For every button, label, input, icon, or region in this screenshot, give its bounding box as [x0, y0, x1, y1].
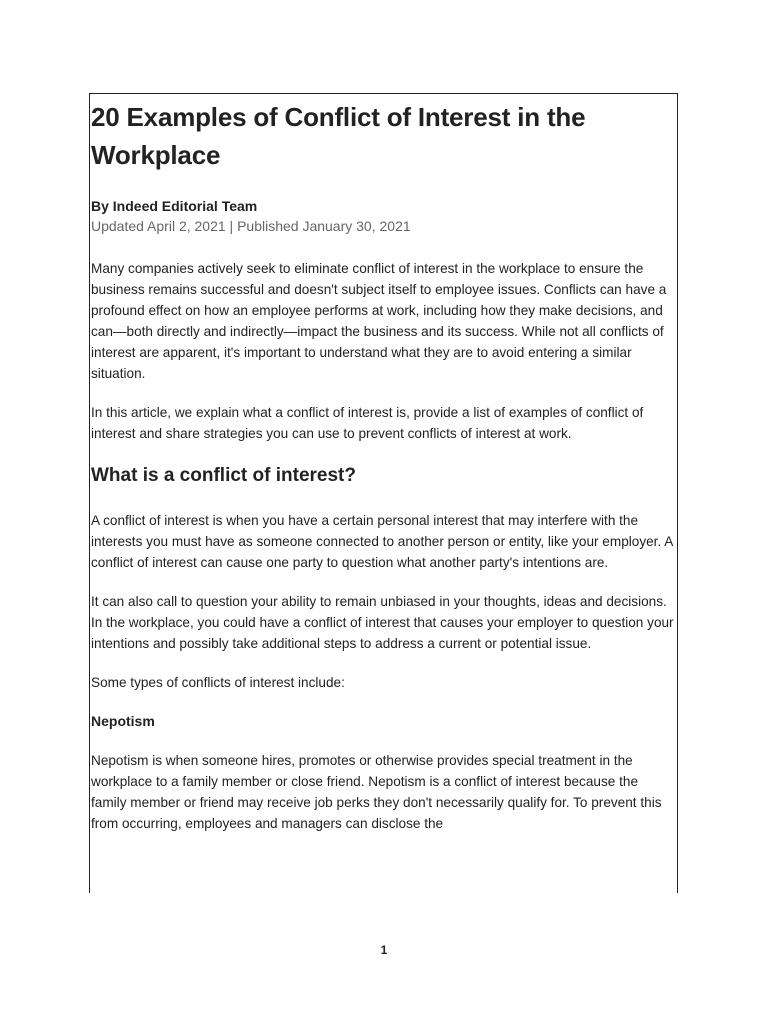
article-content	[90, 94, 677, 834]
intro-paragraph: Many companies actively seek to eliminate conflict of interest in the workplace to ensure the business remains successful and doesn't subject itself to employee issues. Conflicts can have a profound effect on how an employee performs at work, including how they make decisions, and can—both directly and indirectly—impact the business and its success. While not all conflicts of interest are apparent, it's important to understand what they are to avoid entering a similar situation.	[91, 261, 667, 381]
section-paragraph: Some types of conflicts of interest include:	[91, 675, 345, 690]
page-number: 1	[380, 943, 388, 957]
intro-paragraph: In this article, we explain what a conflict of interest is, provide a list of examples of conflict of interest and share strategies you can use to prevent conflicts of interest at work.	[91, 405, 644, 441]
author-byline: By Indeed Editorial Team	[91, 198, 258, 214]
subsection-heading: Nepotism	[91, 713, 155, 729]
document-page	[89, 93, 678, 893]
section-paragraph: A conflict of interest is when you have a certain personal interest that may interfere with the interests you must have as someone connected to another person or entity, like your employer. A conflict of interest can cause one party to question what another party's intentions are.	[91, 513, 673, 570]
section-heading: What is a conflict of interest?	[91, 465, 356, 486]
subsection-paragraph: Nepotism is when someone hires, promotes or otherwise provides special treatment in the workplace to a family member or close friend. Nepotism is a conflict of interest because the family member or friend may receive job perks they don't necessarily qualify for. To prevent this from occurring, employees and managers can disclose the	[91, 753, 662, 831]
publish-dates: Updated April 2, 2021 | Published January 30, 2021	[91, 218, 411, 234]
section-paragraph: It can also call to question your ability to remain unbiased in your thoughts, ideas and decisions. In the workplace, you could have a conflict of interest that causes your employer to question your intentions and possibly take additional steps to address a current or potential issue.	[91, 594, 674, 651]
article-title: 20 Examples of Conflict of Interest in the Workplace	[91, 102, 586, 170]
